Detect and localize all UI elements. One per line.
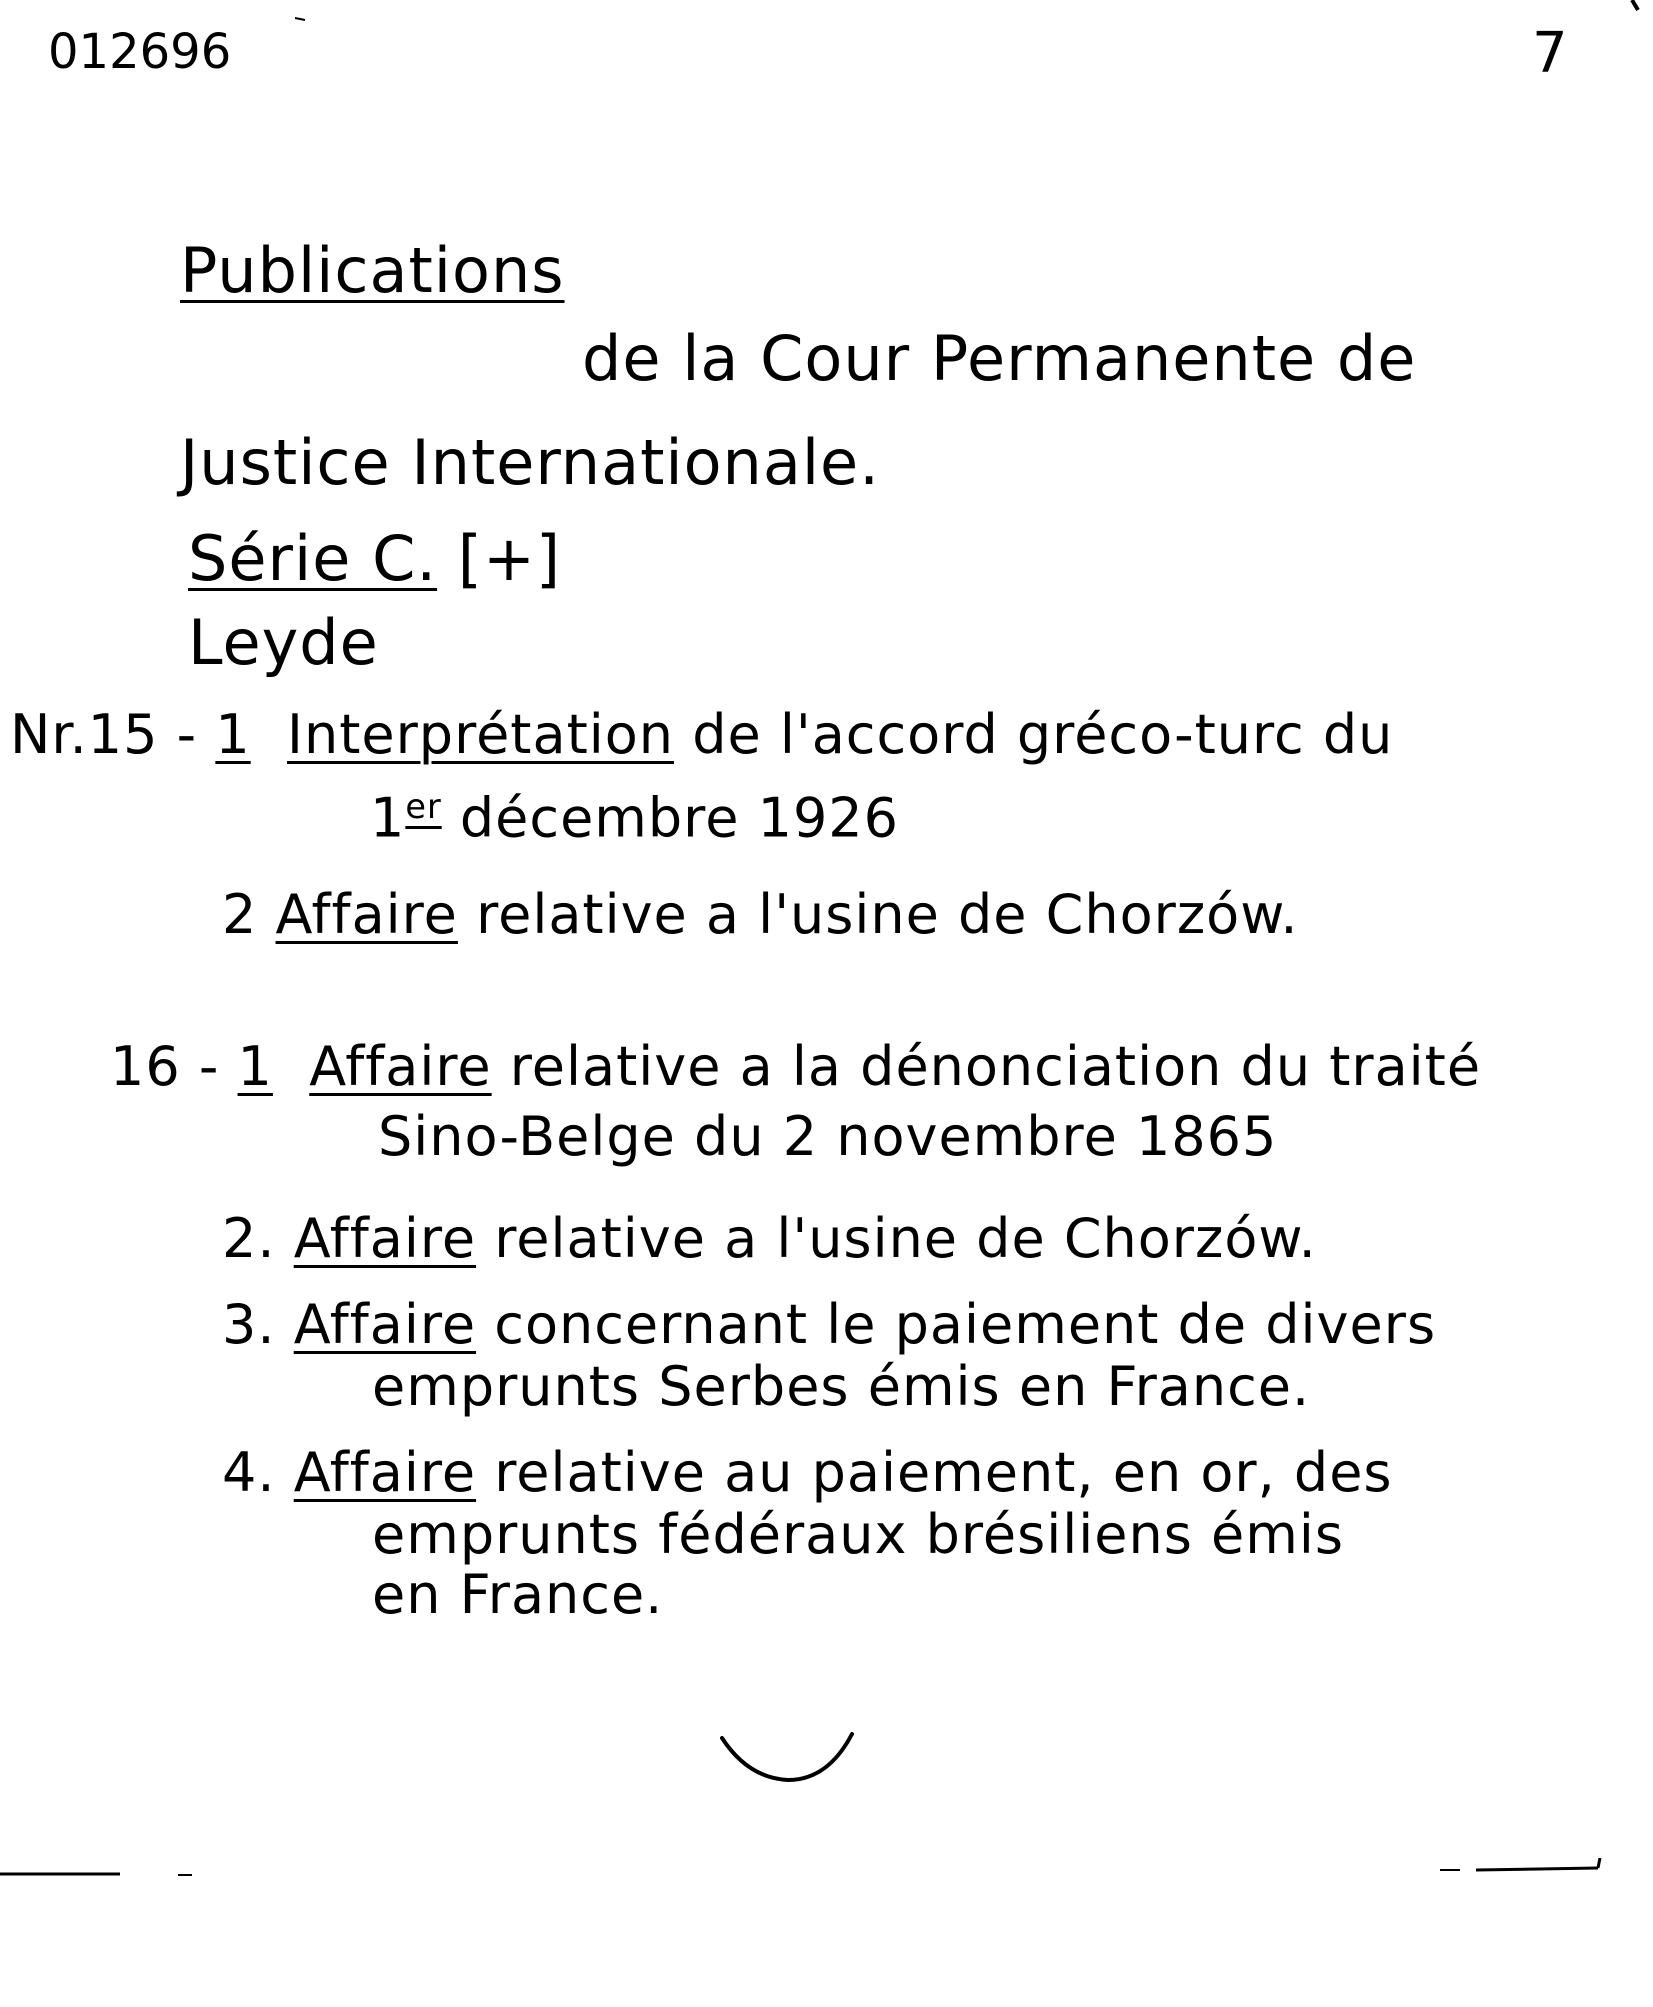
serie-note: [+] xyxy=(457,522,562,595)
entry-number: 1 xyxy=(237,1035,273,1098)
entry-keyword: Affaire xyxy=(275,883,458,946)
card-edge-line-right xyxy=(1440,1856,1610,1880)
closing-flourish xyxy=(718,1730,858,1800)
heading-publications: Publications xyxy=(180,234,565,307)
group-label: Nr.15 - xyxy=(10,703,198,766)
heading-serie xyxy=(188,522,562,595)
entry-16-2 xyxy=(222,1207,1317,1270)
entry-16-4-continuation-2: en France. xyxy=(372,1563,664,1626)
ordinal-number: 1 xyxy=(370,786,406,850)
entry-16-1 xyxy=(110,1035,1482,1098)
entry-keyword: Affaire xyxy=(309,1035,492,1098)
heading-justice-internationale: Justice Internationale. xyxy=(180,426,880,499)
entry-number: 4. xyxy=(222,1441,276,1504)
entry-text: relative a la dénonciation du traité xyxy=(509,1035,1482,1098)
entry-16-1-continuation: Sino-Belge du 2 novembre 1865 xyxy=(378,1105,1278,1168)
entry-15-2 xyxy=(222,883,1299,946)
entry-keyword: Affaire xyxy=(293,1441,477,1504)
entry-number: 2. xyxy=(222,1207,276,1270)
entry-text: relative au paiement, en or, des xyxy=(494,1441,1393,1504)
ordinal-suffix: er xyxy=(405,787,442,826)
card-edge-line-left xyxy=(0,1868,200,1880)
entry-text: relative a l'usine de Chorzów. xyxy=(476,883,1299,946)
heading-place: Leyde xyxy=(188,606,379,679)
entry-number: 1 xyxy=(215,703,251,766)
entry-16-3 xyxy=(222,1293,1437,1356)
entry-15-1-continuation xyxy=(370,786,900,850)
entry-text: concernant le paiement de divers xyxy=(494,1293,1437,1356)
serie-label: Série C. xyxy=(188,522,438,595)
entry-16-3-continuation: emprunts Serbes émis en France. xyxy=(372,1355,1311,1418)
entry-16-4 xyxy=(222,1441,1393,1504)
entry-number: 2 xyxy=(222,883,258,946)
entry-keyword: Affaire xyxy=(293,1207,477,1270)
entry-16-4-continuation: emprunts fédéraux brésiliens émis xyxy=(372,1503,1344,1566)
entry-text-cont: décembre 1926 xyxy=(459,786,900,850)
entry-number: 3. xyxy=(222,1293,276,1356)
entry-15-1 xyxy=(10,703,1394,766)
group-label: 16 - xyxy=(110,1035,220,1098)
page-number: 7 xyxy=(1532,21,1568,86)
entry-text: relative a l'usine de Chorzów. xyxy=(494,1207,1317,1270)
paper-corner-mark xyxy=(1630,0,1642,16)
paper-speck xyxy=(295,16,307,22)
entry-keyword: Interprétation xyxy=(287,703,675,766)
entry-keyword: Affaire xyxy=(293,1293,477,1356)
heading-cour-permanente: de la Cour Permanente de xyxy=(582,322,1417,395)
entry-text: de l'accord gréco-turc du xyxy=(692,703,1394,766)
catalog-number: 012696 xyxy=(48,24,232,80)
